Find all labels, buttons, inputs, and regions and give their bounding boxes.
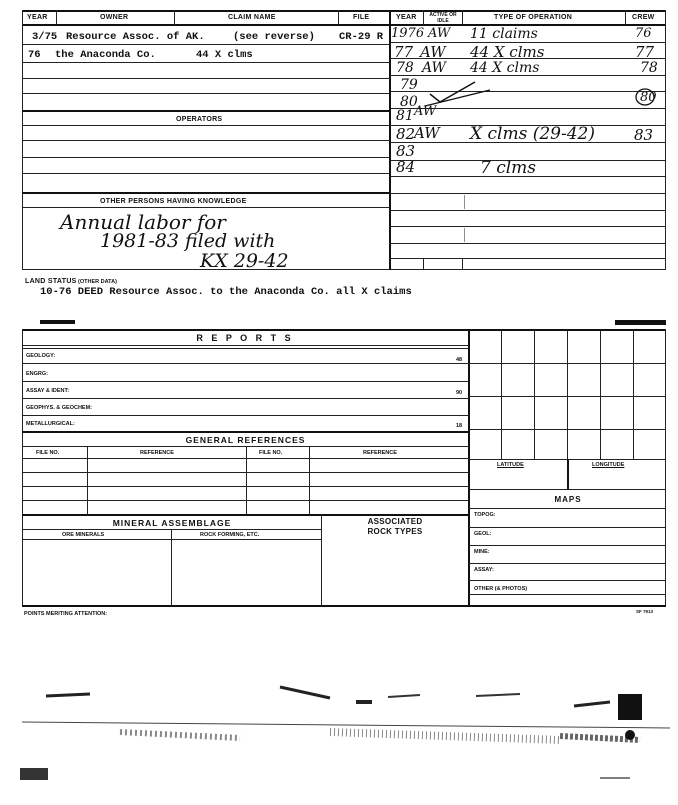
report-metallurgical: METALLURGICAL: [26, 421, 75, 427]
longitude-label: LONGITUDE [592, 462, 625, 468]
header-active-or-idle: ACTIVE OR IDLE [429, 12, 457, 24]
map-geol: GEOL: [474, 531, 492, 537]
scan-artifacts [0, 680, 678, 800]
land-status-text: 10-76 DEED Resource Assoc. to the Anaconda Co. all X claims [40, 286, 412, 298]
op-row-7-type: X clms (29-42) [470, 124, 595, 144]
op-row-9-type: 7 clms [480, 158, 537, 178]
circled-mark [633, 86, 657, 108]
points-meriting-label: POINTS MERITING ATTENTION: [24, 611, 108, 617]
owner-row-2-owner: the Anaconda Co. [55, 49, 156, 61]
owner-row-1-owner: Resource Assoc. of AK. [66, 31, 205, 43]
header-year: YEAR [27, 14, 48, 21]
op-row-9-year: 84 [396, 158, 416, 176]
form-code: SF 7913 [636, 609, 654, 614]
handwritten-checkmarks [420, 76, 510, 110]
header-year-ops: YEAR [396, 14, 417, 21]
report-engrg: ENGRG: [26, 371, 48, 377]
report-num-2: 90 [456, 390, 463, 396]
report-geophys: GEOPHYS. & GEOCHEM: [26, 405, 93, 411]
note-line-1: Annual labor for [60, 210, 226, 234]
op-row-7-year: 82 [396, 125, 416, 143]
header-type-of-operation: TYPE OF OPERATION [494, 14, 573, 21]
report-assay: ASSAY & IDENT: [26, 388, 70, 394]
op-row-3-year: 78 [396, 60, 414, 76]
op-row-4-year: 79 [400, 77, 418, 93]
op-row-1-year: 1976 [391, 26, 425, 41]
rock-types-label: ROCK TYPES [367, 527, 423, 536]
land-status-sub: (OTHER DATA) [78, 279, 117, 285]
report-num-3: 18 [456, 423, 463, 429]
associated-label: ASSOCIATED [367, 517, 423, 526]
owner-row-1-claim: (see reverse) [233, 31, 315, 43]
ref-col-reference-1: REFERENCE [140, 450, 174, 456]
map-other: OTHER (& PHOTOS) [474, 586, 528, 592]
ore-minerals-label: ORE MINERALS [62, 532, 105, 538]
op-row-6-status: AW [414, 104, 437, 119]
op-row-7-crew: 83 [634, 126, 654, 144]
ref-col-reference-2: REFERENCE [363, 450, 397, 456]
maps-title: MAPS [554, 495, 582, 504]
owner-row-1-year: 3/75 [32, 31, 58, 43]
op-row-2-crew: 77 [635, 43, 655, 61]
op-row-3-type: 44 X clms [470, 60, 540, 76]
op-row-5-crew: 80 [640, 90, 657, 105]
op-row-5-year: 80 [400, 94, 418, 110]
owner-row-2-year: 76 [28, 49, 41, 61]
land-status-label: LAND STATUS [25, 278, 77, 285]
op-row-1-status: AW [428, 26, 451, 41]
map-mine: MINE: [474, 549, 490, 555]
op-row-3-status: AW [422, 60, 446, 76]
header-owner: OWNER [100, 14, 129, 21]
map-assay: ASSAY: [474, 567, 494, 573]
ref-col-file-2: FILE NO. [259, 450, 283, 456]
note-line-2: 1981-83 filed with [100, 230, 276, 252]
header-claim-name: CLAIM NAME [228, 14, 276, 21]
op-row-1-type: 11 claims [470, 26, 538, 42]
op-row-3-crew: 78 [640, 60, 658, 76]
owner-row-1-file: CR-29 R [339, 31, 384, 43]
op-row-2-type: 44 X clms [470, 43, 545, 61]
owner-row-2-claim: 44 X clms [196, 49, 253, 61]
op-row-7-status: AW [414, 124, 440, 142]
op-row-6-year: 81 [396, 108, 414, 124]
mineral-assemblage-title: MINERAL ASSEMBLAGE [112, 518, 232, 528]
op-row-8-year: 83 [396, 142, 416, 160]
header-crew: CREW [632, 14, 655, 21]
latitude-label: LATITUDE [497, 462, 524, 468]
report-geology: GEOLOGY: [26, 353, 56, 359]
op-row-2-year: 77 [394, 43, 414, 61]
report-num-1: 48 [456, 357, 463, 363]
note-line-3: KX 29-42 [200, 250, 289, 272]
reports-title: R E P O R T S [196, 333, 294, 343]
header-file: FILE [353, 14, 370, 21]
operators-label: OPERATORS [176, 116, 223, 123]
map-topog: TOPOG: [474, 512, 496, 518]
op-row-2-status: AW [420, 43, 446, 61]
general-references-title: GENERAL REFERENCES [185, 435, 306, 445]
ref-col-file-1: FILE NO. [36, 450, 60, 456]
op-row-1-crew: 76 [635, 26, 652, 41]
other-persons-label: OTHER PERSONS HAVING KNOWLEDGE [100, 198, 247, 205]
rock-forming-label: ROCK FORMING, ETC. [200, 532, 260, 538]
